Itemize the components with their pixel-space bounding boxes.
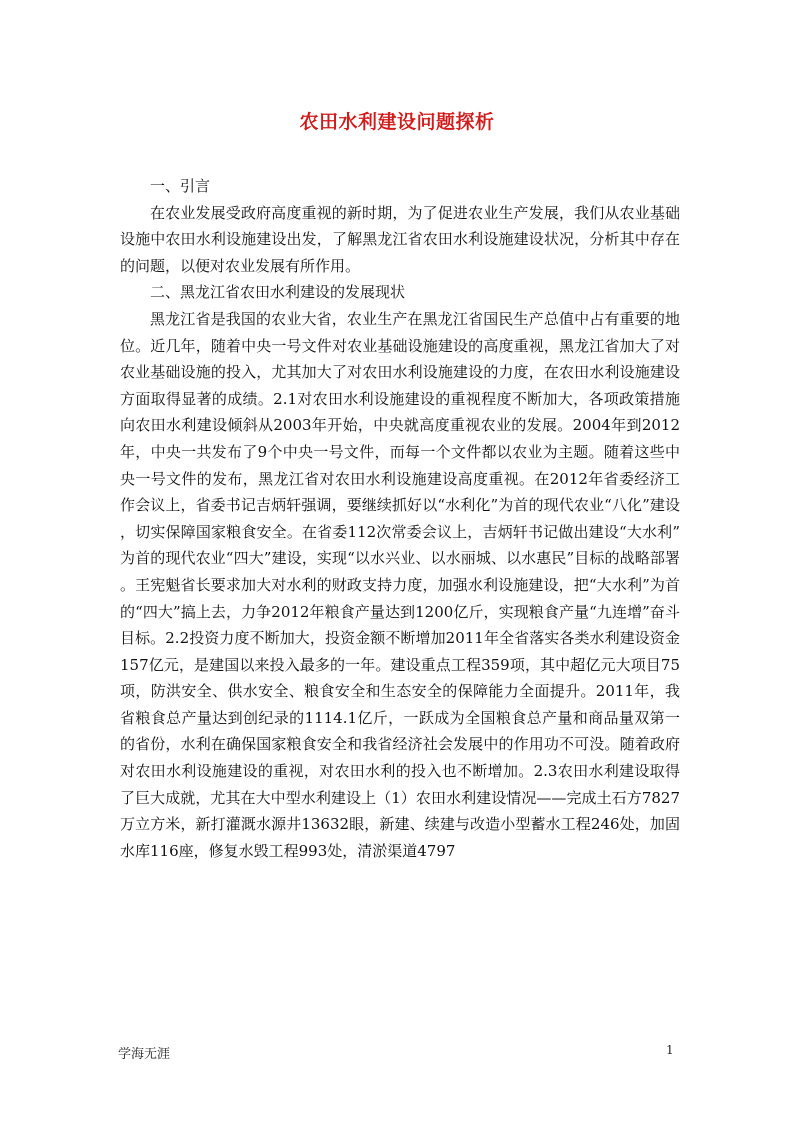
paragraph-status: 黑龙江省是我国的农业大省，农业生产在黑龙江省国民生产总值中占有重要的地位。近几年，随着中央一号文件对农业基础设施建设的高度重视，黑龙江省加大了对农业基础设施的投入，尤其加大了对农田水利设施建设的力度，在农田水利设施建设方面取得显著的成绩。2.1对农田水利设施建设的重视程度不断加大，各项政策措施向农田水利建设倾斜从2003年开始，中央就高度重视农业的发展。2004年到2012年，中央一共发布了9个中央一号文件，而每一个文件都以农业为主题。随着这些中央一号文件的发布，黑龙江省对农田水利设施建设高度重视。在2012年省委经济工作会议上，省委书记吉炳轩强调，要继续抓好以“水利化”为首的现代农业“八化”建设，切实保障国家粮食安全。在省委112次常委会议上，吉炳轩书记做出建设“大水利”为首的现代农业“四大”建设，实现“以水兴业、以水丽城、以水惠民”目标的战略部署。王宪魁省长要求加大对水利的财政支持力度，加强水利设施建设，把“大水利”为首的“四大”搞上去，力争2012年粮食产量达到1200亿斤，实现粮食产量“九连增”奋斗目标。2.2投资力度不断加大，投资金额不断增加2011年全省落实各类水利建设资金157亿元，是建国以来投入最多的一年。建设重点工程359项，其中超亿元大项目75项，防洪安全、供水安全、粮食安全和生态安全的保障能力全面提升。2011年，我省粮食总产量达到创纪录的1114.1亿斤，一跃成为全国粮食总产量和商品量双第一的省份，水利在确保国家粮食安全和我省经济社会发展中的作用功不可没。随着政府对农田水利设施建设的重视，对农田水利的投入也不断增加。2.3农田水利建设取得了巨大成就，尤其在大中型水利建设上（1）农田水利建设情况——完成土石方7827万立方米，新打灌溉水源井13632眼，新建、续建与改造小型蓄水工程246处，加固水库116座，修复水毁工程993处，清淤渠道4797 bbox=[120, 309, 680, 860]
section-heading-intro: 一、引言 bbox=[150, 177, 211, 195]
footer-text: 学海无涯 bbox=[118, 1047, 171, 1062]
section-heading-status: 二、黑龙江省农田水利建设的发展现状 bbox=[150, 283, 406, 302]
document-title: 农田水利建设问题探析 bbox=[299, 111, 495, 133]
paragraph-intro: 在农业发展受政府高度重视的新时期，为了促进农业生产发展，我们从农业基础设施中农田水利设施建设出发，了解黑龙江省农田水利设施建设状况，分析其中存在的问题，以便对农业发展有所作用。 bbox=[120, 203, 680, 275]
document-body bbox=[120, 173, 680, 864]
page-number: 1 bbox=[666, 1043, 674, 1057]
